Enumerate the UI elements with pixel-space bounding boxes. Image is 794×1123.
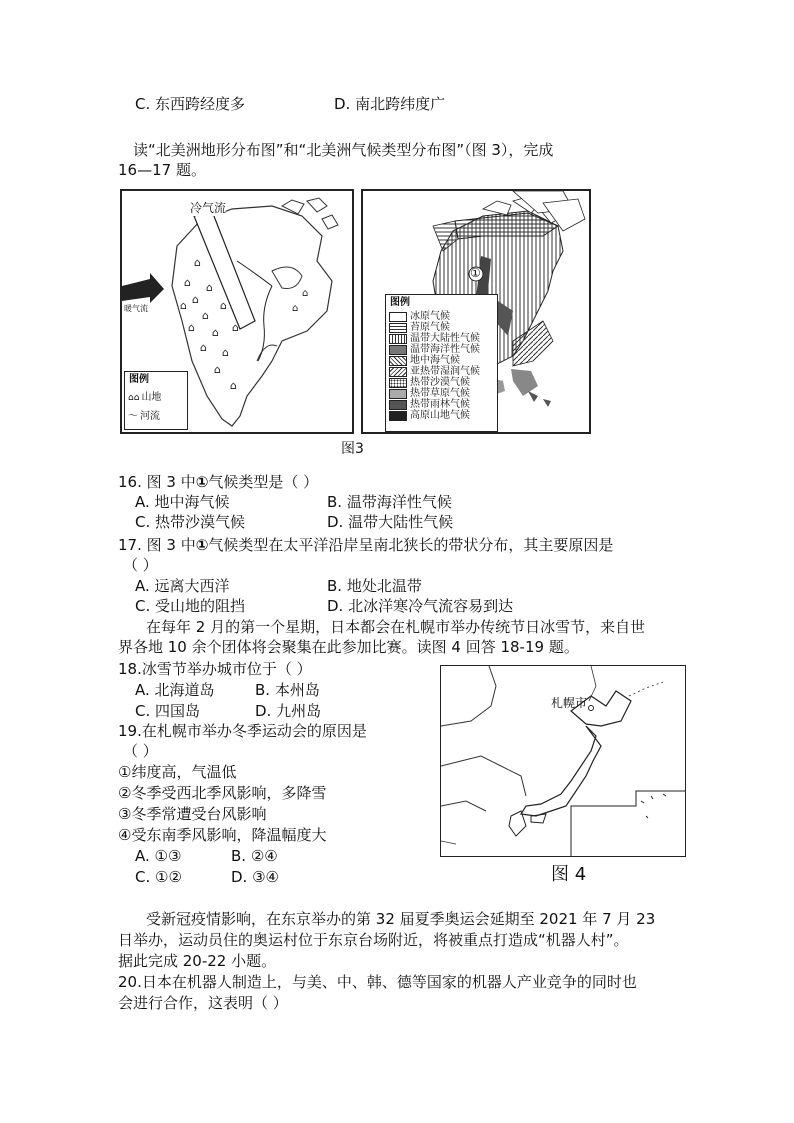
intro-18-19-line1: 在每年 2 月的第一个星期，日本都会在札幌市举办传统节日冰雪节，来自世 [146, 618, 646, 636]
legend-row-mountain [128, 392, 184, 403]
river-icon: 〜 [128, 410, 138, 422]
q19-paren: （ ） [123, 742, 158, 760]
climate-legend-label: 地中海气候 [410, 354, 460, 366]
figure-3-caption: 图3 [341, 441, 364, 457]
legend-row-river [128, 411, 184, 422]
climate-legend-row-0 [389, 311, 494, 322]
q19-statement-2: ②冬季受西北季风影响，多降雪 [118, 784, 327, 802]
climate-legend-row-8 [389, 399, 494, 410]
q16-circle-marker: ① [195, 473, 209, 491]
climate-legend-label: 温带海洋性气候 [410, 343, 480, 355]
intro-20-22-line2: 日举办，运动员住的奥运村位于东京台场附近，将被重点打造成“机器人村”。 [118, 931, 629, 949]
swatch-highland [389, 411, 407, 421]
warm-current-label: 暖气流 [124, 304, 148, 313]
japan-map [440, 665, 686, 857]
q18-option-b: B. 本州岛 [255, 681, 320, 699]
q16-option-d: D. 温带大陆性气候 [327, 513, 454, 531]
intro-20-22-line3: 据此完成 20-22 小题。 [118, 952, 277, 970]
q18-option-a: A. 北海道岛 [135, 681, 215, 699]
climate-legend-label: 苔原气候 [410, 321, 450, 333]
climate-legend [385, 294, 498, 432]
climate-legend-row-5 [389, 366, 494, 377]
svg-text:⌂: ⌂ [200, 341, 207, 354]
option-c-prev: C. 东西跨经度多 [135, 95, 246, 113]
q19-statement-4: ④受东南季风影响，降温幅度大 [118, 826, 327, 844]
climate-legend-row-3 [389, 344, 494, 355]
svg-text:⌂: ⌂ [194, 256, 201, 269]
svg-text:⌂: ⌂ [212, 326, 219, 339]
climate-legend-title: 图例 [390, 297, 410, 308]
q20-stem-line1: 20.日本在机器人制造上，与美、中、韩、德等国家的机器人产业竞争的同时也 [118, 973, 637, 991]
swatch-mediterranean [389, 356, 407, 366]
q18-option-d: D. 九州岛 [255, 702, 322, 720]
svg-text:⌂: ⌂ [302, 288, 309, 299]
north-america-terrain-map [120, 189, 354, 434]
swatch-subtropical-humid [389, 367, 407, 377]
svg-text:⌂: ⌂ [222, 346, 229, 359]
q17-stem-start: 17. 图 3 中 [118, 536, 196, 554]
q19-statement-1: ①纬度高，气温低 [118, 763, 237, 781]
svg-text:⌂: ⌂ [188, 321, 195, 334]
climate-marker-1: ① [470, 266, 481, 280]
intro-16-17-line1: 读“北美洲地形分布图”和“北美洲气候类型分布图”（图 3），完成 [133, 141, 554, 159]
q16-option-a: A. 地中海气候 [135, 493, 230, 511]
q17-option-d: D. 北冰洋寒冷气流容易到达 [327, 597, 514, 615]
climate-legend-row-1 [389, 322, 494, 333]
q19-statement-3: ③冬季常遭受台风影响 [118, 805, 267, 823]
climate-legend-label: 热带草原气候 [410, 387, 470, 399]
climate-legend-label: 冰原气候 [410, 310, 450, 322]
swatch-temperate-marine [389, 345, 407, 355]
intro-20-22-line1: 受新冠疫情影响，在东京举办的第 32 届夏季奥运会延期至 2021 年 7 月 23 [146, 910, 656, 928]
swatch-tropical-savanna [389, 389, 407, 399]
climate-legend-row-2 [389, 333, 494, 344]
figure-4-caption: 图 4 [551, 864, 587, 885]
svg-text:⌂: ⌂ [180, 299, 187, 312]
q16-option-c: C. 热带沙漠气候 [135, 513, 246, 531]
q16-stem [118, 472, 318, 492]
svg-text:⌂: ⌂ [206, 281, 213, 294]
q17-paren: （ ） [123, 556, 158, 574]
q19-option-b: B. ②④ [231, 847, 278, 865]
svg-text:⌂: ⌂ [184, 276, 191, 289]
climate-legend-label: 热带沙漠气候 [410, 376, 470, 388]
q17-circle-marker: ① [195, 536, 209, 554]
terrain-legend-title: 图例 [129, 374, 149, 385]
climate-legend-label: 高原山地气候 [410, 409, 470, 421]
swatch-tropical-desert [389, 378, 407, 388]
svg-text:⌂: ⌂ [292, 303, 299, 314]
swatch-tropical-rainforest [389, 400, 407, 410]
legend-river-label: 河流 [140, 410, 160, 422]
q17-option-b: B. 地处北温带 [327, 577, 422, 595]
svg-text:⌂: ⌂ [220, 299, 227, 312]
q16-stem-end: 气候类型是（ ） [208, 473, 319, 491]
swatch-ice-cap [389, 312, 407, 322]
swatch-tundra [389, 323, 407, 333]
north-america-climate-map [361, 189, 591, 434]
climate-legend-row-4 [389, 355, 494, 366]
q19-option-c: C. ①② [135, 868, 182, 886]
legend-mountain-label: 山地 [141, 391, 162, 403]
q17-stem [118, 535, 613, 555]
q17-option-c: C. 受山地的阻挡 [135, 597, 246, 615]
q16-option-b: B. 温带海洋性气候 [327, 493, 452, 511]
q19-option-a: A. ①③ [135, 847, 182, 865]
svg-text:⌂: ⌂ [192, 293, 199, 306]
climate-legend-row-6 [389, 377, 494, 388]
climate-legend-row-7 [389, 388, 494, 399]
cold-current-label: 冷气流 [190, 201, 227, 215]
q18-stem: 18.冰雪节举办城市位于（ ） [118, 660, 312, 678]
option-d-prev: D. 南北跨纬度广 [334, 95, 446, 113]
mountain-icon: ⌂⌂ [128, 392, 140, 403]
q19-option-d: D. ③④ [231, 868, 279, 886]
q17-option-a: A. 远离大西洋 [135, 577, 230, 595]
climate-legend-label: 亚热带湿润气候 [410, 365, 480, 377]
intro-18-19-line2: 界各地 10 余个团体将会聚集在此参加比赛。读图 4 回答 18-19 题。 [118, 638, 579, 656]
q18-option-c: C. 四国岛 [135, 702, 201, 720]
q16-stem-start: 16. 图 3 中 [118, 473, 196, 491]
climate-legend-label: 热带雨林气候 [410, 398, 470, 410]
q19-stem: 19.在札幌市举办冬季运动会的原因是 [118, 722, 367, 740]
svg-text:⌂: ⌂ [202, 309, 209, 322]
terrain-legend [124, 371, 188, 430]
svg-text:⌂: ⌂ [230, 379, 237, 392]
climate-legend-label: 温带大陆性气候 [410, 332, 480, 344]
climate-legend-row-9 [389, 410, 494, 421]
sapporo-label: 札幌市 [551, 696, 588, 710]
q20-stem-line2: 会进行合作，这表明（ ） [118, 994, 288, 1012]
intro-16-17-line2: 16—17 题。 [118, 161, 206, 179]
svg-text:⌂: ⌂ [232, 321, 239, 334]
swatch-temperate-continental [389, 334, 407, 344]
svg-text:⌂: ⌂ [214, 363, 221, 376]
q17-stem-end: 气候类型在太平洋沿岸呈南北狭长的带状分布，其主要原因是 [208, 536, 614, 554]
